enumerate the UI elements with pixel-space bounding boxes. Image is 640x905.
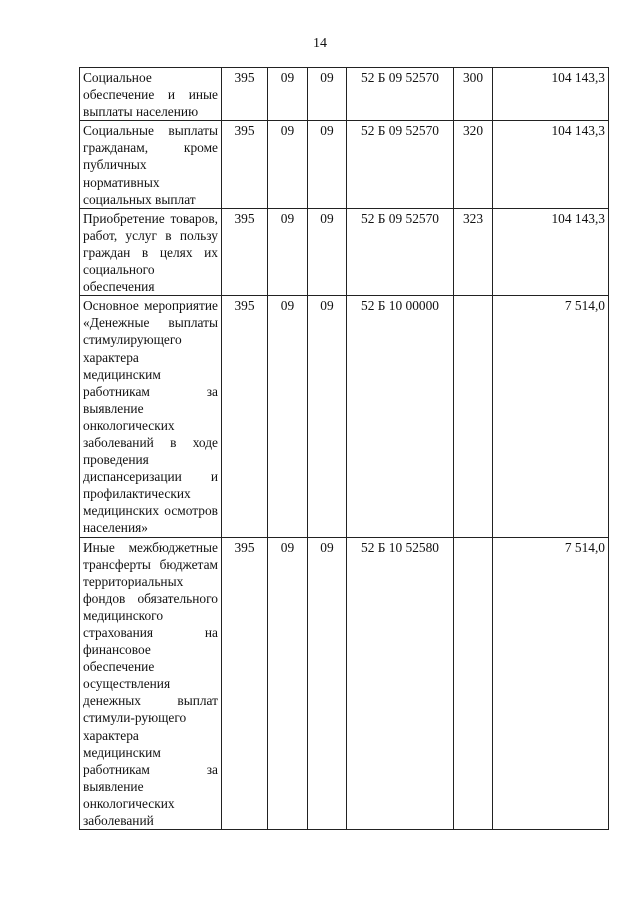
section-code: 09 (268, 208, 308, 295)
table-row (80, 68, 609, 121)
subsection-code: 09 (308, 68, 347, 121)
section-code: 09 (268, 121, 308, 208)
target-article-code: 52 Б 09 52570 (347, 68, 454, 121)
expense-type-code: 300 (454, 68, 493, 121)
amount: 104 143,3 (493, 208, 609, 295)
amount: 7 514,0 (493, 296, 609, 537)
expense-type-code: 320 (454, 121, 493, 208)
expense-name: Основное мероприятие «Денежные выплаты стимулирующего характера медицинским работникам за выявление онкологических заболеваний в ходе проведения диспансеризации и профилактических медицинских осмотров населения» (80, 296, 222, 537)
budget-table (79, 67, 609, 830)
section-code: 09 (268, 68, 308, 121)
amount: 7 514,0 (493, 537, 609, 830)
amount: 104 143,3 (493, 121, 609, 208)
expense-type-code: 323 (454, 208, 493, 295)
amount: 104 143,3 (493, 68, 609, 121)
section-code: 09 (268, 296, 308, 537)
table-row (80, 208, 609, 295)
page-number: 14 (313, 36, 327, 51)
expense-type-code (454, 537, 493, 830)
expense-name: Социальные выплаты гражданам, кроме публичных нормативных социальных выплат (80, 121, 222, 208)
ministry-code: 395 (222, 208, 268, 295)
table-row (80, 121, 609, 208)
ministry-code: 395 (222, 537, 268, 830)
expense-type-code (454, 296, 493, 537)
section-code: 09 (268, 537, 308, 830)
expense-name: Приобретение товаров, работ, услуг в пользу граждан в целях их социального обеспечения (80, 208, 222, 295)
subsection-code: 09 (308, 537, 347, 830)
table-row (80, 537, 609, 830)
ministry-code: 395 (222, 121, 268, 208)
subsection-code: 09 (308, 121, 347, 208)
target-article-code: 52 Б 10 52580 (347, 537, 454, 830)
subsection-code: 09 (308, 208, 347, 295)
table-row (80, 296, 609, 537)
expense-name: Иные межбюджетные трансферты бюджетам территориальных фондов обязательного медицинского страхования на финансовое обеспечение осуществления денежных выплат стимули-рующего характера медицинским работникам за выявление онкологических заболеваний (80, 537, 222, 830)
expense-name: Социальное обеспечение и иные выплаты населению (80, 68, 222, 121)
target-article-code: 52 Б 09 52570 (347, 121, 454, 208)
ministry-code: 395 (222, 296, 268, 537)
target-article-code: 52 Б 09 52570 (347, 208, 454, 295)
target-article-code: 52 Б 10 00000 (347, 296, 454, 537)
ministry-code: 395 (222, 68, 268, 121)
subsection-code: 09 (308, 296, 347, 537)
